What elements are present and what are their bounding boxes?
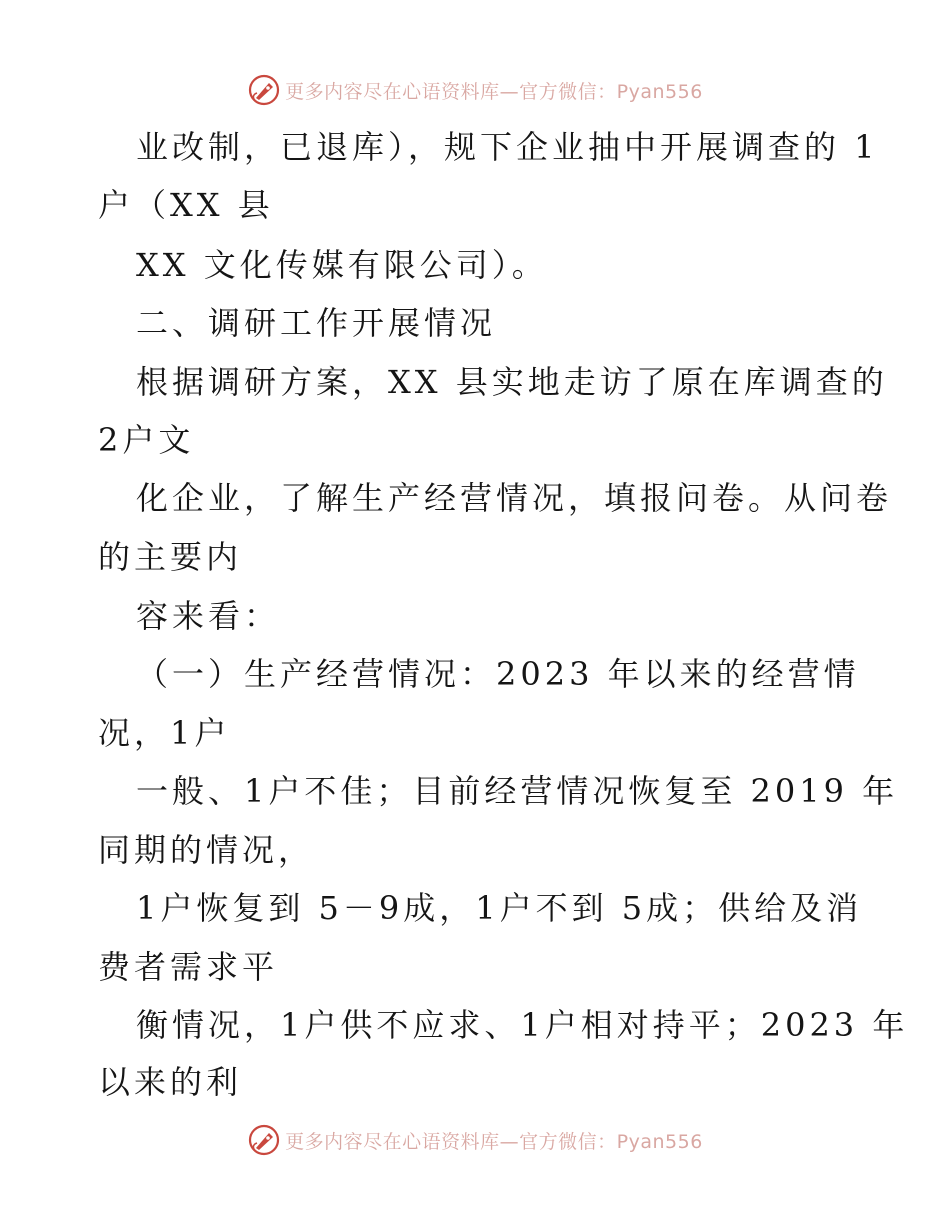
paragraph-line: 一般、1户不佳；目前经营情况恢复至 2019 年 xyxy=(136,772,899,810)
watermark-text: 更多内容尽在心语资料库—官方微信：Pyan556 xyxy=(285,1130,703,1153)
paragraph-line: 业改制，已退库），规下企业抽中开展调查的 1 xyxy=(136,128,879,166)
paragraph-line: 的主要内 xyxy=(98,538,243,576)
paragraph-line: 同期的情况， xyxy=(98,831,315,869)
subsection-line: （一）生产经营情况：2023 年以来的经营情 xyxy=(136,655,860,693)
pen-nib-logo-icon xyxy=(247,1123,281,1157)
watermark-text: 更多内容尽在心语资料库—官方微信：Pyan556 xyxy=(285,80,703,103)
paragraph-line: 衡情况，1户供不应求、1户相对持平；2023 年 xyxy=(136,1006,909,1044)
paragraph-line: 况，1户 xyxy=(98,714,231,752)
paragraph-line: 费者需求平 xyxy=(98,948,279,986)
paragraph-line: XX 文化传媒有限公司）。 xyxy=(136,246,548,284)
paragraph-line: 以来的利 xyxy=(98,1063,243,1101)
paragraph-line: 化企业，了解生产经营情况，填报问卷。从问卷 xyxy=(136,479,893,517)
paragraph-line: 2户文 xyxy=(98,421,195,459)
paragraph-line: 根据调研方案，XX 县实地走访了原在库调查的 xyxy=(136,363,888,401)
footer-watermark xyxy=(0,1120,950,1160)
paragraph-line: 容来看： xyxy=(136,597,281,635)
section-heading: 二、调研工作开展情况 xyxy=(136,304,497,342)
paragraph-line: 户（XX 县 xyxy=(98,186,274,224)
paragraph-line: 1户恢复到 5－9成，1户不到 5成；供给及消 xyxy=(136,889,863,927)
